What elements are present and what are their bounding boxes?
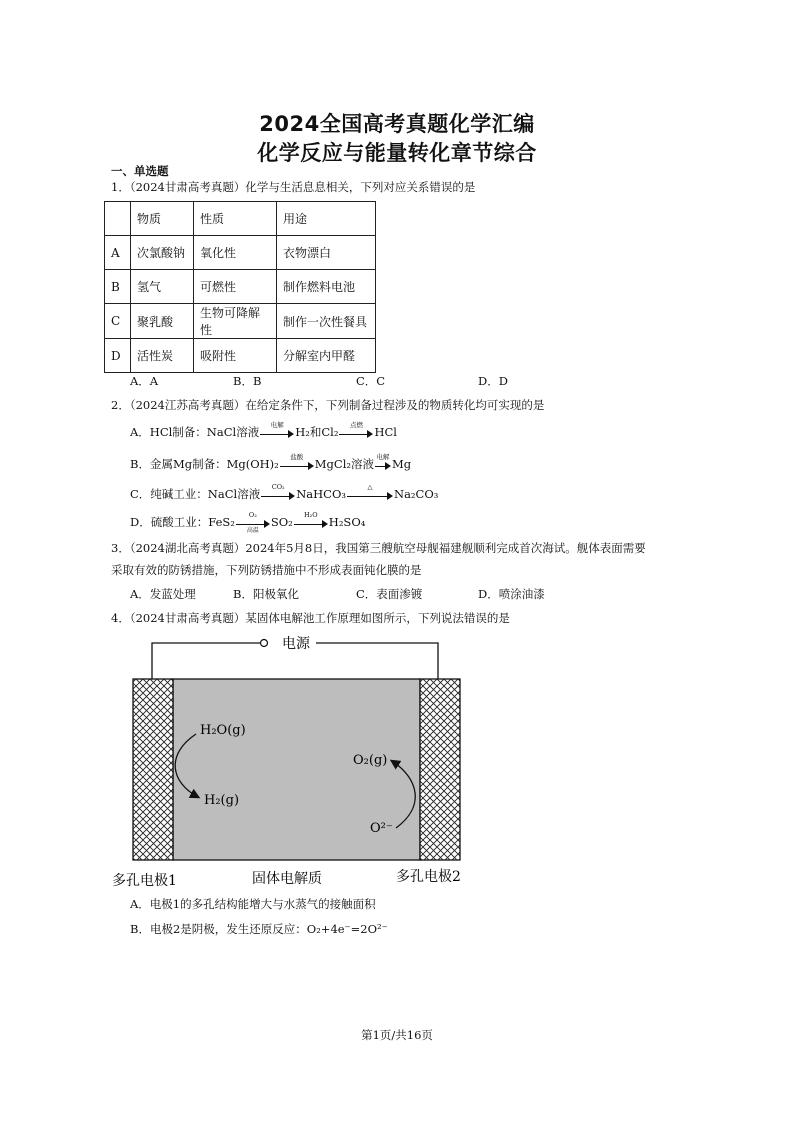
table-cell: 次氯酸钠	[131, 236, 194, 270]
option-text: A．HCl制备：NaCl溶液	[130, 425, 260, 439]
reaction-arrow	[294, 511, 328, 529]
table-cell: 物质	[131, 202, 194, 236]
table-cell	[105, 202, 131, 236]
table-row	[105, 236, 376, 270]
electrode-2-label: 多孔电极2	[396, 869, 461, 885]
arrow-condition: 盐酸	[290, 453, 304, 461]
table-cell: 聚乳酸	[131, 304, 194, 339]
option-text: MgCl₂溶液	[314, 457, 374, 471]
table-cell: A	[105, 236, 131, 270]
terminal-icon	[261, 640, 268, 647]
question-1-stem: 1．（2024甘肃高考真题）化学与生活息息相关，下列对应关系错误的是	[111, 180, 476, 194]
option-a: A．A	[130, 374, 159, 388]
reaction-arrow	[280, 453, 314, 471]
arrow-condition: 电解	[270, 421, 284, 429]
option-text: Mg	[392, 457, 412, 471]
table-cell: 生物可降解性	[194, 304, 277, 339]
electrolysis-cell-diagram	[108, 630, 468, 890]
arrow-condition: H₂O	[303, 511, 318, 519]
option-text: HCl	[374, 425, 397, 439]
electrolyte-label: 固体电解质	[252, 871, 322, 887]
table-cell: 吸附性	[194, 339, 277, 373]
option-b	[130, 453, 412, 472]
page-number: 第1页/共16页	[361, 1028, 433, 1042]
option-text: C．纯碱工业：NaCl溶液	[130, 487, 261, 501]
table-cell: 衣物漂白	[277, 236, 376, 270]
option-c	[130, 483, 439, 502]
table-row	[105, 339, 376, 373]
option-text: B．金属Mg制备：Mg(OH)₂	[130, 457, 279, 471]
species-label: H₂(g)	[204, 793, 240, 808]
table-cell: 制作一次性餐具	[277, 304, 376, 339]
table-row	[105, 270, 376, 304]
species-label: O²⁻	[370, 821, 393, 836]
option-b: B．B	[233, 374, 262, 388]
table-cell: 分解室内甲醛	[277, 339, 376, 373]
table-row	[105, 304, 376, 339]
option-d: D．D	[478, 374, 508, 388]
option-a: A．发蓝处理	[130, 587, 196, 601]
table-cell: 可燃性	[194, 270, 277, 304]
wire-left	[152, 643, 260, 679]
reaction-arrow	[261, 483, 295, 501]
arrow-condition: 电解	[376, 453, 390, 461]
species-label: H₂O(g)	[200, 723, 246, 738]
page-title: 2024全国高考真题化学汇编	[259, 112, 535, 136]
table-cell: 活性炭	[131, 339, 194, 373]
question-3-stem: 3．（2024湖北高考真题）2024年5月8日，我国第三艘航空母舰福建舰顺利完成首次海试。舰体表面需要	[111, 541, 646, 555]
page-subtitle: 化学反应与能量转化章节综合	[257, 141, 537, 165]
table-cell: 制作燃料电池	[277, 270, 376, 304]
table-cell: D	[105, 339, 131, 373]
porous-electrode-1	[133, 679, 173, 860]
table-cell: B	[105, 270, 131, 304]
table-cell: 氧化性	[194, 236, 277, 270]
option-b: B．电极2是阴极，发生还原反应：O₂+4e⁻=2O²⁻	[130, 922, 388, 936]
arrow-condition: 高温	[246, 527, 259, 534]
option-text: H₂SO₄	[328, 515, 366, 529]
option-d	[130, 511, 366, 534]
table-cell: 性质	[194, 202, 277, 236]
option-c: C．C	[356, 374, 386, 388]
porous-electrode-2	[420, 679, 460, 860]
arrow-condition: △	[367, 483, 373, 491]
reaction-arrow	[236, 511, 270, 534]
option-text: SO₂	[270, 515, 293, 529]
electrode-1-label: 多孔电极1	[112, 873, 177, 889]
question-4-stem: 4．（2024甘肃高考真题）某固体电解池工作原理如图所示，下列说法错误的是	[111, 611, 510, 625]
reaction-arrow	[375, 453, 391, 471]
question-2-stem: 2．（2024江苏高考真题）在给定条件下，下列制备过程涉及的物质转化均可实现的是	[111, 398, 545, 412]
question-1-table	[104, 201, 376, 373]
option-text: Na₂CO₃	[394, 487, 439, 501]
option-a: A．电极1的多孔结构能增大与水蒸气的接触面积	[130, 897, 376, 911]
option-c: C．表面渗镀	[356, 587, 423, 601]
table-header-row	[105, 202, 376, 236]
option-a	[130, 421, 397, 440]
table-cell: 氢气	[131, 270, 194, 304]
option-b: B．阳极氧化	[233, 587, 299, 601]
power-source-label: 电源	[282, 636, 310, 652]
option-text: NaHCO₃	[296, 487, 346, 501]
reaction-arrow	[260, 421, 294, 439]
arrow-condition: 点燃	[349, 421, 363, 429]
question-3-stem-cont: 采取有效的防锈措施，下列防锈措施中不形成表面钝化膜的是	[111, 563, 422, 577]
reaction-arrow	[339, 421, 373, 439]
section-heading: 一、单选题	[111, 164, 169, 178]
option-text: D．硫酸工业：FeS₂	[130, 515, 235, 529]
arrow-condition: CO₂	[271, 483, 285, 491]
option-text: H₂和Cl₂	[295, 425, 339, 439]
arrow-condition: O₂	[248, 511, 257, 519]
species-label: O₂(g)	[353, 753, 388, 768]
option-d: D．喷涂油漆	[478, 587, 545, 601]
reaction-arrow	[347, 483, 393, 501]
table-cell: 用途	[277, 202, 376, 236]
table-cell: C	[105, 304, 131, 339]
wire-right	[316, 643, 438, 679]
